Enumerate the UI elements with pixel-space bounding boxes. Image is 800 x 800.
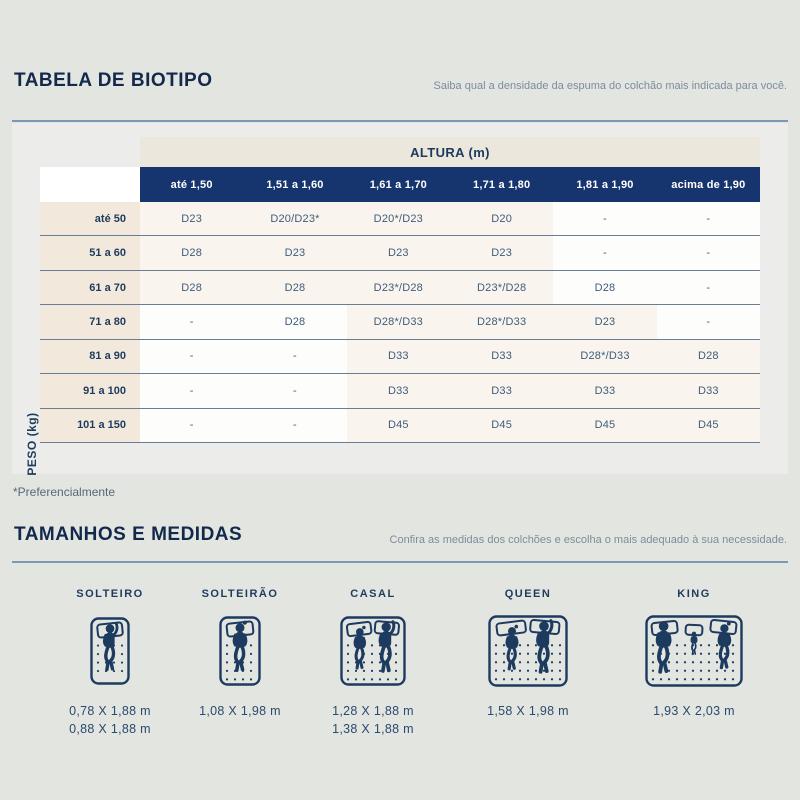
size-dimension-line: 1,58 X 1,98 m [487,704,569,718]
medidas-section-title: TAMANHOS E MEDIDAS [14,524,243,545]
density-cell: - [140,374,243,407]
density-cell: D33 [347,374,450,407]
weight-row [40,374,760,408]
column-header: acima de 1,90 [671,178,746,191]
weight-row [40,202,760,236]
altura-column-group-label: ALTURA (m) [140,137,760,167]
person-icon [719,622,731,668]
size-dimension-line: 1,38 X 1,88 m [332,722,414,737]
row-label: 61 a 70 [40,271,140,304]
single-person-female-mattress-icon [219,616,261,686]
density-cell: - [140,305,243,338]
biotipo-table-panel [12,123,788,474]
single-person-female-mattress-icon [165,608,315,694]
density-cell: D28*/D33 [347,305,450,338]
row-label: 71 a 80 [40,305,140,338]
weight-row [40,305,760,339]
size-dimension-line: 0,78 X 1,88 m [69,704,151,718]
density-cell: D23*/D28 [450,271,553,304]
size-dimension-line: 1,93 X 2,03 m [653,704,735,718]
person-icon [657,621,670,671]
section-divider [12,561,788,563]
couple-mattress-icon [298,608,448,694]
weight-row [40,340,760,374]
density-cell: D28 [140,271,243,304]
size-name: SOLTEIRO [76,588,144,600]
density-cell: D33 [450,374,553,407]
size-card [453,588,603,720]
single-person-mattress-icon [35,608,185,694]
density-cell: D28*/D33 [553,340,656,373]
single-person-mattress-icon [90,617,130,685]
density-cell: D23 [553,305,656,338]
density-cell: - [657,236,760,269]
size-card [298,588,448,738]
density-cell: D28 [140,236,243,269]
density-cell: D23*/D28 [347,271,450,304]
density-cell: D45 [450,409,553,442]
density-cell: D33 [553,374,656,407]
size-dimensions [453,702,603,720]
density-cell: D20*/D23 [347,202,450,235]
density-cell: D28 [243,271,346,304]
density-cell: D23 [243,236,346,269]
density-cell: D28 [657,340,760,373]
size-dimensions [165,702,315,720]
column-header: até 1,50 [170,178,213,191]
weight-row [40,271,760,305]
density-cell: D33 [657,374,760,407]
density-cell: D20/D23* [243,202,346,235]
density-cell: - [243,374,346,407]
density-cell: D20 [450,202,553,235]
density-cell: D33 [450,340,553,373]
mattress-sizes-row [0,588,800,778]
row-label: 81 a 90 [40,340,140,373]
density-cell: D28 [553,271,656,304]
density-cell: D45 [347,409,450,442]
size-name: KING [677,588,711,600]
density-cell: - [657,271,760,304]
column-header: 1,61 a 1,70 [369,178,427,191]
row-label: 51 a 60 [40,236,140,269]
family-mattress-icon [645,615,743,687]
size-dimension-line: 1,08 X 1,98 m [199,704,281,718]
couple-mattress-icon [340,616,406,686]
density-cell: D28 [243,305,346,338]
density-cell: D33 [347,340,450,373]
density-cell: - [553,202,656,235]
couple-mattress-icon [488,615,568,687]
density-cell: D23 [347,236,450,269]
density-cell: - [140,340,243,373]
weight-row [40,236,760,270]
row-label: 101 a 150 [40,409,140,442]
density-cell: D23 [140,202,243,235]
row-label: até 50 [40,202,140,235]
density-cell: - [657,202,760,235]
table-body [40,202,760,443]
size-name: CASAL [350,588,396,600]
family-mattress-icon [619,608,769,694]
person-icon [380,622,394,671]
density-cell: D28*/D33 [450,305,553,338]
density-cell: D45 [657,409,760,442]
density-cell: - [243,340,346,373]
size-card [619,588,769,720]
density-cell: - [140,409,243,442]
size-dimensions [298,702,448,738]
medidas-section-subtitle: Confira as medidas dos colchões e escolha o mais adequado à sua necessidade. [389,534,787,546]
size-dimensions [35,702,185,738]
size-dimension-line: 1,28 X 1,88 m [332,704,414,718]
size-name: QUEEN [504,588,552,600]
row-label: 91 a 100 [40,374,140,407]
biotipo-section-title: TABELA DE BIOTIPO [14,70,213,91]
column-header: 1,51 a 1,60 [266,178,324,191]
biotipo-section-subtitle: Saiba qual a densidade da espuma do colchão mais indicada para você. [433,80,787,92]
density-cell: - [657,305,760,338]
size-card [35,588,185,738]
couple-mattress-icon [453,608,603,694]
column-header: 1,71 a 1,80 [473,178,531,191]
person-icon [507,625,518,669]
density-cell: D23 [450,236,553,269]
section-divider [12,120,788,122]
table-corner-cell [40,167,140,202]
density-cell: - [243,409,346,442]
size-name: SOLTEIRÃO [201,588,279,600]
footnote: *Preferencialmente [13,485,116,499]
column-header: 1,81 a 1,90 [576,178,634,191]
table-header-row [140,167,760,202]
person-icon [234,621,247,671]
size-dimension-line: 0,88 X 1,88 m [69,722,151,737]
person-icon [538,621,552,672]
density-cell: - [553,236,656,269]
size-dimensions [619,702,769,720]
weight-row [40,409,760,443]
size-card [165,588,315,720]
density-cell: D45 [553,409,656,442]
peso-row-group-label: PESO (kg) [25,412,39,476]
